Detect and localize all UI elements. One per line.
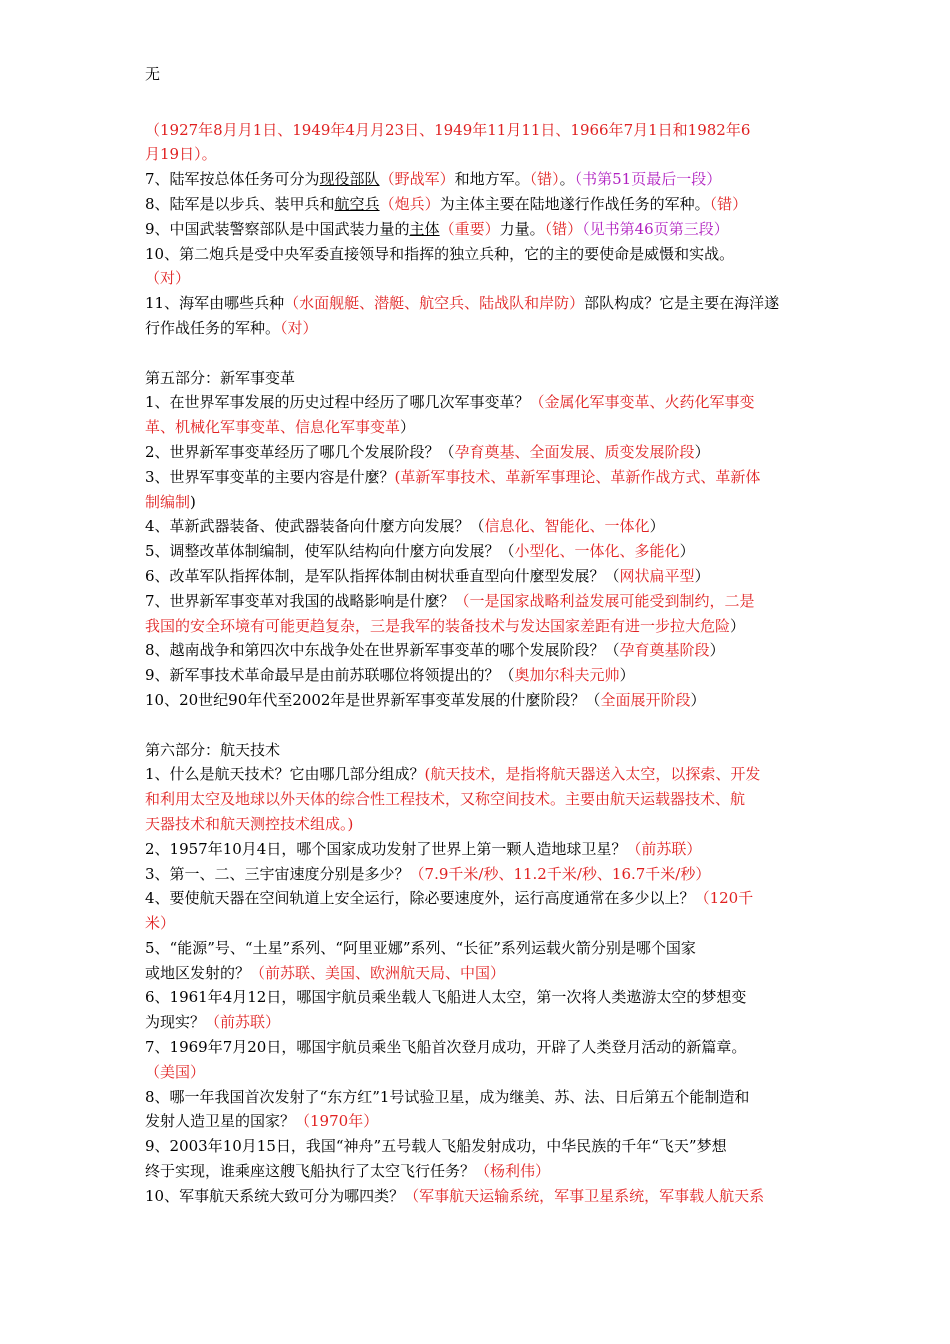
part4-q8: 8、陆军是以步兵、装甲兵和航空兵（炮兵）为主体主要在陆地遂行作战任务的军种。（错） [145,194,748,213]
part6-q7: 7、1969年7月20日，哪国宇航员乘坐飞船首次登月成功，开辟了人类登月活动的新篇章。 [145,1038,747,1057]
part6-q1-line-3: 天器技术和航天测控技术组成。) [145,814,354,833]
intro-line-2: 月19日）。 [145,145,217,164]
part4-q9: 9、中国武装警察部队是中国武装力量的主体（重要）力量。（错）（见书第46页第三段） [145,219,729,238]
part5-q6: 6、改革军队指挥体制，是军队指挥体制由树状垂直型向什麼型发展？（网状扁平型） [145,566,710,585]
part5-q5: 5、调整改革体制编制，使军队结构向什麼方向发展？（小型化、一体化、多能化） [145,542,695,561]
top-text: 无 [145,65,161,83]
part5-q2: 2、世界新军事变革经历了哪几个发展阶段？（孕育奠基、全面发展、质变发展阶段） [145,442,710,461]
part5-q8: 8、越南战争和第四次中东战争处在世界新军事变革的哪个发展阶段？（孕育奠基阶段） [145,641,725,660]
part5-title: 第五部分：新军事变革 [145,368,296,387]
part5-q10: 10、20世纪90年代至2002年是世界新军事变革发展的什麼阶段？（全面展开阶段） [145,690,706,709]
part4-q11-line-2: 行作战任务的军种。（对） [145,318,318,337]
part6-q4: 4、要使航天器在空间轨道上安全运行，除必要速度外，运行高度通常在多少以上？（120千 [145,889,754,908]
part4-q10-answer: （对） [145,269,191,288]
part6-q8-line-2: 发射人造卫星的国家？（1970年） [145,1112,379,1131]
part6-q7-answer: （美国） [145,1062,206,1081]
part6-q9: 9、2003年10月15日，我国“神舟”五号载人飞船发射成功，中华民族的千年“飞天”梦想 [145,1137,727,1156]
intro-line-1: （1927年8月月1日、1949年4月月23日、1949年11月11日、1966年7月1日和1982年6 [145,120,751,139]
part5-q4: 4、革新武器装备、使武器装备向什麼方向发展？（信息化、智能化、一体化） [145,517,665,536]
part4-q10: 10、第二炮兵是受中央军委直接领导和指挥的独立兵种，它的主的要使命是威慑和实战。 [145,244,735,263]
part6-q5-line-2: 或地区发射的？（前苏联、美国、欧洲航天局、中国） [145,963,506,982]
part6-q5: 5、“能源”号、“土星”系列、“阿里亚娜”系列、“长征”系列运载火箭分别是哪个国家 [145,938,696,957]
part6-q9-line-2: 终于实现，谁乘座这艘飞船执行了太空飞行任务？（杨利伟） [145,1162,551,1181]
part6-title: 第六部分：航天技术 [145,740,281,759]
part5-q1: 1、在世界军事发展的历史过程中经历了哪几次军事变革？（金属化军事变革、火药化军事变 [145,393,755,412]
part6-q2: 2、1957年10月4日，哪个国家成功发射了世界上第一颗人造地球卫星？（前苏联） [145,839,702,858]
part6-q6-line-2: 为现实？（前苏联） [145,1013,281,1032]
part5-q9: 9、新军事技术革命最早是由前苏联哪位将领提出的？（奥加尔科夫元帅） [145,666,635,685]
part6-q10: 10、军事航天系统大致可分为哪四类？（军事航天运输系统，军事卫星系统，军事载人航天系 [145,1186,765,1205]
part6-q6: 6、1961年4月12日，哪国宇航员乘坐载人飞船进人太空，第一次将人类遨游太空的梦想变 [145,988,747,1007]
part6-q8: 8、哪一年我国首次发射了“东方红”1号试验卫星，成为继美、苏、法、日后第五个能制造和 [145,1087,750,1106]
part6-q1-line-2: 和利用太空及地球以外天体的综合性工程技术，又称空间技术。主要由航天运载器技术、航 [145,790,746,809]
part5-q3: 3、世界军事变革的主要内容是什麼？(革新军事技术、革新军事理论、革新作战方式、革新体 [145,467,761,486]
part5-q7: 7、世界新军事变革对我国的战略影响是什麼？（一是国家战略利益发展可能受到制约，二是 [145,591,755,610]
part5-q1-line-2: 革、机械化军事变革、信息化军事变革） [145,418,416,437]
document-page [145,62,810,1209]
part6-q4-line-2: 米） [145,914,176,933]
part6-q1: 1、什么是航天技术？它由哪几部分组成？(航天技术，是指将航天器送入太空，以探索、开发 [145,765,761,784]
part4-q11: 11、海军由哪些兵种（水面舰艇、潜艇、航空兵、陆战队和岸防）部队构成？它是主要在海洋遂 [145,294,780,313]
part5-q3-line-2: 制编制) [145,492,196,511]
part5-q7-line-2: 我国的安全环境有可能更趋复杂，三是我军的装备技术与发达国家差距有进一步拉大危险） [145,616,746,635]
part4-q7: 7、陆军按总体任务可分为现役部队（野战军）和地方军。（错）。（书第51页最后一段） [145,170,722,189]
part6-q3: 3、第一、二、三宇宙速度分别是多少？（7.9千米/秒、11.2千米/秒、16.7千米/秒） [145,864,711,883]
